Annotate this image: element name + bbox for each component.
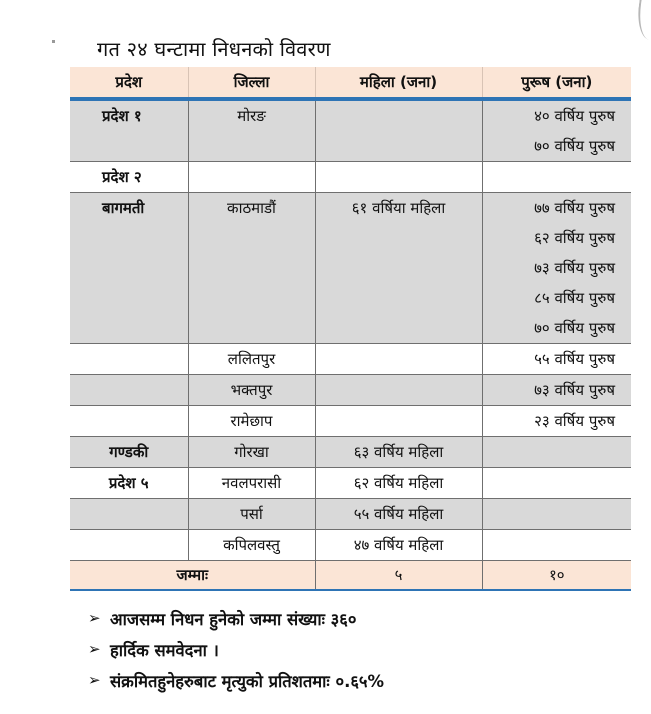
total-row <box>70 561 631 591</box>
district-cell: काठमाडौं <box>188 193 315 344</box>
district-cell: गोरखा <box>188 437 315 468</box>
province-cell: प्रदेश ५ <box>70 468 188 499</box>
province-cell <box>70 530 188 561</box>
province-cell <box>70 344 188 375</box>
district-cell: नवलपरासी <box>188 468 315 499</box>
female-cell <box>315 193 482 344</box>
province-cell: प्रदेश १ <box>70 99 188 162</box>
male-cell <box>482 530 631 561</box>
male-entry: ७३ वर्षिय पुरुष <box>534 259 615 277</box>
male-cell <box>482 499 631 530</box>
female-cell <box>315 375 482 406</box>
female-entry: ६२ वर्षिय महिला <box>353 474 444 492</box>
male-entry: ७० वर्षिय पुरुष <box>534 137 615 155</box>
male-cell <box>482 344 631 375</box>
female-cell <box>315 530 482 561</box>
province-cell <box>70 375 188 406</box>
male-entry: ६२ वर्षिय पुरुष <box>534 229 615 247</box>
province-cell: बागमती <box>70 193 188 344</box>
total-female: ५ <box>315 561 482 591</box>
female-entry: ४७ वर्षिय महिला <box>353 536 444 554</box>
district-cell: मोरङ <box>188 99 315 162</box>
female-cell <box>315 468 482 499</box>
table-row <box>70 344 631 375</box>
province-cell: प्रदेश २ <box>70 162 188 193</box>
district-cell: ललितपुर <box>188 344 315 375</box>
header-male: पुरूष (जना) <box>482 67 631 99</box>
list-item <box>88 603 628 634</box>
arrow-bullet-icon: ➢ <box>88 609 101 627</box>
district-cell: रामेछाप <box>188 406 315 437</box>
arrow-bullet-icon: ➢ <box>88 671 101 689</box>
table-row <box>70 530 631 561</box>
male-cell <box>482 437 631 468</box>
note-text: हार्दिक समवेदना । <box>110 641 219 660</box>
table-row <box>70 468 631 499</box>
total-male: १० <box>482 561 631 591</box>
district-cell <box>188 162 315 193</box>
female-cell <box>315 344 482 375</box>
header-female: महिला (जना) <box>315 67 482 99</box>
province-cell <box>70 499 188 530</box>
male-entry: ७७ वर्षिय पुरुष <box>534 199 615 217</box>
district-cell: पर्सा <box>188 499 315 530</box>
header-province: प्रदेश <box>70 67 188 99</box>
male-cell <box>482 162 631 193</box>
male-entry: ७० वर्षिय पुरुष <box>534 319 615 337</box>
female-entry: ५५ वर्षिय महिला <box>353 505 444 523</box>
page-edge-curve <box>634 0 651 42</box>
district-cell: कपिलवस्तु <box>188 530 315 561</box>
table-row <box>70 193 631 344</box>
total-label: जम्माः <box>70 561 315 591</box>
female-cell <box>315 99 482 162</box>
page-title: गत २४ घन्टामा निधनको विवरण <box>97 37 331 61</box>
female-cell <box>315 499 482 530</box>
note-text: आजसम्म निधन हुनेको जम्मा संख्याः ३६० <box>110 610 357 629</box>
male-cell <box>482 375 631 406</box>
male-cell <box>482 406 631 437</box>
female-cell <box>315 437 482 468</box>
province-cell: गण्डकी <box>70 437 188 468</box>
table-row <box>70 437 631 468</box>
table-row <box>70 99 631 162</box>
table-row <box>70 499 631 530</box>
male-entry: ७३ वर्षिय पुरुष <box>534 381 615 399</box>
female-entry: ६१ वर्षिया महिला <box>351 199 446 217</box>
male-entry: ५५ वर्षिय पुरुष <box>534 350 615 368</box>
female-cell <box>315 162 482 193</box>
district-cell: भक्तपुर <box>188 375 315 406</box>
list-item <box>88 634 628 665</box>
note-text: संक्रमितहुनेहरुबाट मृत्युको प्रतिशतमाः ०.६५% <box>110 672 385 691</box>
arrow-bullet-icon: ➢ <box>88 640 101 658</box>
male-entry: ४० वर्षिय पुरुष <box>534 107 615 125</box>
province-cell <box>70 406 188 437</box>
table-row <box>70 375 631 406</box>
male-entry: ८५ वर्षिय पुरुष <box>534 289 615 307</box>
notes-list <box>88 603 628 696</box>
table-row <box>70 406 631 437</box>
male-cell <box>482 193 631 344</box>
scan-speck <box>52 40 55 43</box>
table-header-row <box>70 67 631 99</box>
female-cell <box>315 406 482 437</box>
table-row <box>70 162 631 193</box>
female-entry: ६३ वर्षिय महिला <box>353 443 444 461</box>
deaths-table <box>70 67 631 591</box>
male-entry: २३ वर्षिय पुरुष <box>534 412 615 430</box>
header-district: जिल्ला <box>188 67 315 99</box>
male-cell <box>482 99 631 162</box>
male-cell <box>482 468 631 499</box>
list-item <box>88 665 628 696</box>
